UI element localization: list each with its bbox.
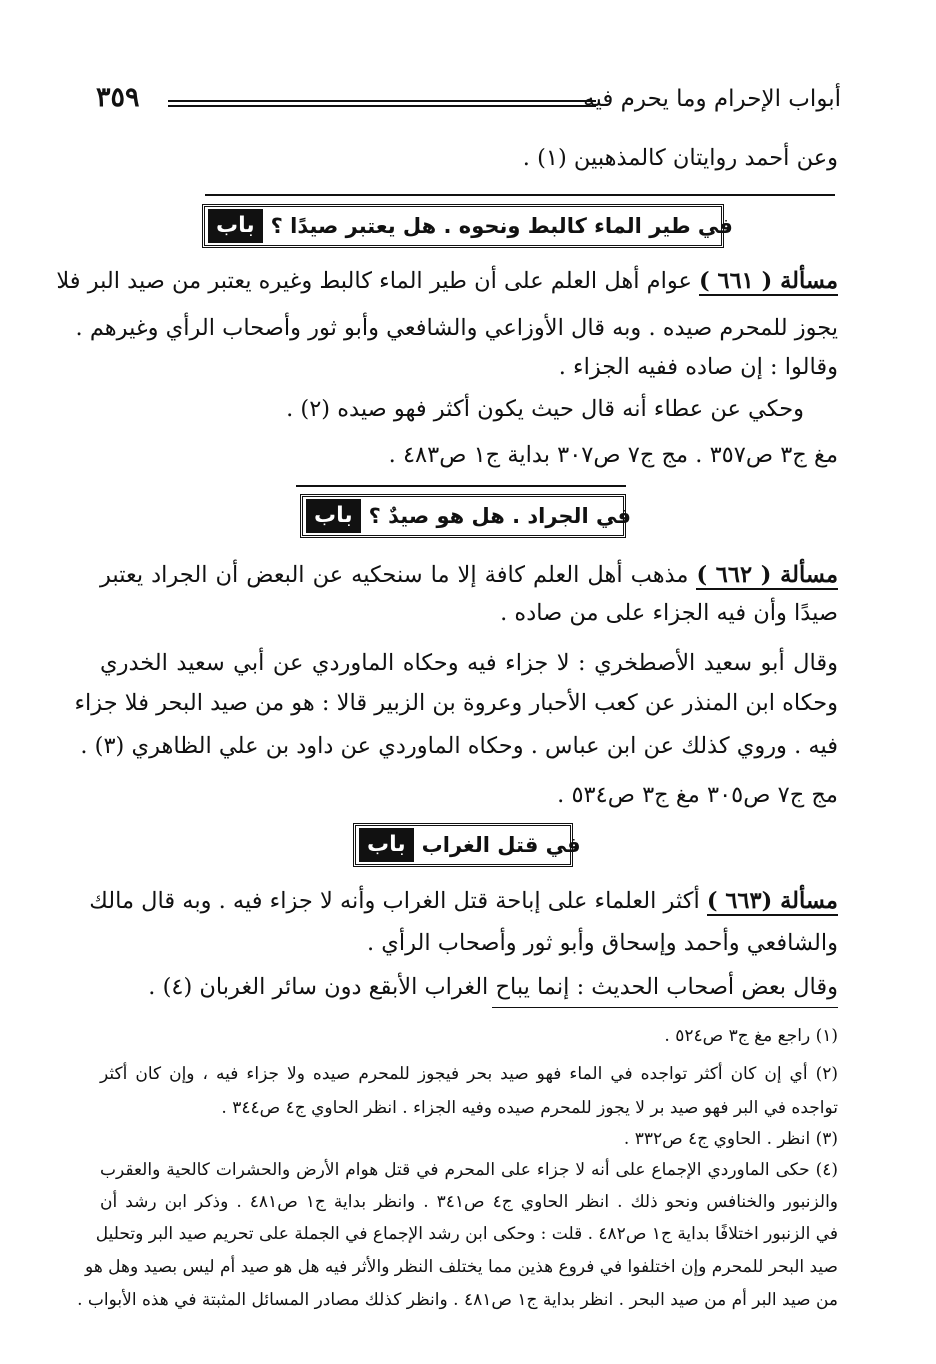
chapter-title: في الجراد . هل هو صيدٌ ؟ (368, 504, 631, 528)
paragraph-line: وحكي عن عطاء أنه قال حيث يكون أكثر فهو صيده (٢) . (286, 396, 804, 422)
footnote-separator (492, 1007, 838, 1008)
paragraph-line: فيه . وروي كذلك عن ابن عباس . وحكاه الماوردي عن داود بن علي الظاهري (٣) . (80, 733, 838, 759)
paragraph-line: صيدًا وأن فيه الجزاء على من صاده . (500, 600, 838, 626)
paragraph-line: والشافعي وأحمد وإسحاق وأبو ثور وأصحاب الرأي . (366, 930, 838, 956)
footnote: (٢) أي إن كان أكثر تواجده في الماء فهو صيد بحر فيجوز للمحرم صيده ولا جزاء فيه ، وإن كان أكثر (100, 1064, 838, 1084)
footnote: والزنبور والخنافس ونحو ذلك . انظر الحاوي ج٤ ص٣٤١ . وانظر بداية ج١ ص٤٨١ . وذكر ابن رشد أن (100, 1192, 838, 1212)
page-number: ٣٥٩ (96, 82, 140, 113)
chapter-rule (205, 194, 835, 196)
footnote: من صيد البر أم من صيد البحر . انظر بداية ج١ ص٤٨١ . وانظر كذلك مصادر المسائل المثبتة في هذه الأبواب . (77, 1290, 838, 1310)
footnote: تواجده في البر فهو صيد بر لا يجوز للمحرم صيده وفيه الجزاء . انظر الحاوي ج٤ ص٣٤٤ . (221, 1098, 838, 1118)
header-rule (168, 100, 596, 107)
footnote: (٤) حكى الماوردي الإجماع على أنه لا جزاء على المحرم في قتل هوام الأرض والحشرات كالحية والعقرب (100, 1160, 838, 1180)
chapter-heading-box (353, 823, 581, 867)
footnote: (٣) انظر . الحاوي ج٤ ص٣٣٢ . (623, 1129, 838, 1149)
source-line: مغ ج٣ ص٣٥٧ . مج ج٧ ص٣٠٧ بداية ج١ ص٤٨٣ . (388, 442, 838, 468)
paragraph-line: وقال أبو سعيد الأصطخري : لا جزاء فيه وحكاه الماوردي عن أبي سعيد الخدري (100, 650, 838, 676)
chapter-tag: باب (208, 209, 263, 243)
footnote: في الزنبور اختلافًا بداية ج١ ص٤٨٢ . قلت : وحكى ابن رشد الإجماع في الجملة على تحريم صيد البر وتحليل (95, 1224, 838, 1244)
header-title: أبواب الإحرام وما يحرم فيه (583, 86, 841, 112)
source-line: مج ج٧ ص٣٠٥ مغ ج٣ ص٥٣٤ . (557, 782, 838, 808)
issue-label: مسألة ( ٦٦٢ ) (696, 562, 838, 588)
chapter-title: في قتل الغراب (421, 833, 581, 857)
intro-line: وعن أحمد روايتان كالمذهبين (١) . (522, 145, 838, 171)
chapter-heading-box (202, 204, 733, 248)
footnote: صيد البحر للمحرم وإن اختلفوا في فروع هذين مما يختلف النظر والأثر فيه هل هو صيد أم ليس بصيد وهل هو (85, 1257, 838, 1277)
paragraph-line: وحكاه ابن المنذر عن كعب الأحبار وعروة بن الزبير قالا : هو من صيد البحر فلا جزاء (74, 690, 838, 716)
paragraph-line (100, 560, 838, 590)
issue-label: مسألة ( ٦٦١ ) (699, 268, 838, 294)
paragraph-line (56, 266, 838, 296)
issue-label: مسألة (٦٦٣ ) (706, 888, 838, 914)
paragraph-line (89, 886, 838, 916)
paragraph-line: وقال بعض أصحاب الحديث : إنما يباح الغراب الأبقع دون سائر الغربان (٤) . (148, 974, 838, 1000)
footnote: (١) راجع مغ ج٣ ص٥٢٤ . (664, 1026, 838, 1046)
chapter-tag: باب (306, 499, 361, 533)
issue-text: عوام أهل العلم على أن طير الماء كالبط وغيره يعتبر من صيد البر فلا (56, 268, 700, 294)
issue-text: أكثر العلماء على إباحة قتل الغراب وأنه لا جزاء فيه . وبه قال مالك (89, 888, 707, 914)
chapter-heading-box (300, 494, 631, 538)
paragraph-line: وقالوا : إن صاده ففيه الجزاء . (558, 354, 838, 380)
issue-text: مذهب أهل العلم كافة إلا ما سنحكيه عن البعض أن الجراد يعتبر (100, 562, 697, 588)
chapter-tag: باب (359, 828, 414, 862)
running-header (96, 84, 841, 124)
paragraph-line: يجوز للمحرم صيده . وبه قال الأوزاعي والشافعي وأبو ثور وأصحاب الرأي وغيرهم . (75, 315, 838, 341)
chapter-rule (296, 485, 626, 487)
chapter-title: في طير الماء كالبط ونحوه . هل يعتبر صيدًا ؟ (270, 214, 733, 238)
